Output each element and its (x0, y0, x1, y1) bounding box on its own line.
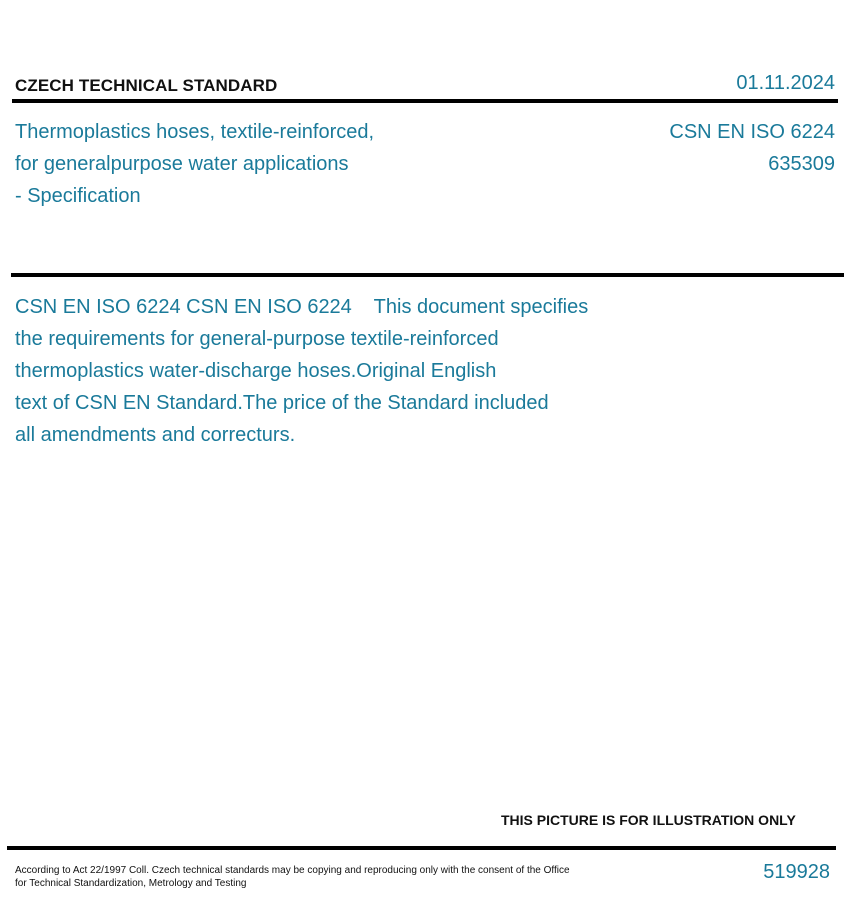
header-divider (12, 99, 838, 103)
illustration-disclaimer: THIS PICTURE IS FOR ILLUSTRATION ONLY (501, 812, 796, 828)
standard-title (15, 116, 374, 212)
standard-identifiers (669, 116, 835, 180)
standard-code: CSN EN ISO 6224 (669, 121, 835, 143)
section-divider (11, 273, 844, 277)
standard-title-line: for generalpurpose water applications (15, 153, 349, 175)
footer-divider (7, 846, 836, 850)
standard-description: CSN EN ISO 6224 CSN EN ISO 6224 This document specifies the requirements for general-purpose textile-reinforced thermoplastics water-discharge hoses.Original English text of CSN EN Standard.The price of the Standard included all amendments and correcturs. (15, 296, 589, 446)
document-type-heading: CZECH TECHNICAL STANDARD (15, 76, 278, 95)
standard-title-line: Thermoplastics hoses, textile-reinforced, (15, 121, 375, 143)
standard-title-line: - Specification (15, 185, 141, 207)
legal-notice-line: According to Act 22/1997 Coll. Czech technical standards may be copying and reproducing only with the consent of the Office (15, 865, 570, 876)
publication-date: 01.11.2024 (736, 72, 835, 94)
legal-notice-line: for Technical Standardization, Metrology and Testing (15, 878, 247, 889)
catalog-number: 635309 (768, 153, 835, 175)
legal-notice (15, 864, 585, 890)
document-id-number: 519928 (763, 861, 830, 883)
